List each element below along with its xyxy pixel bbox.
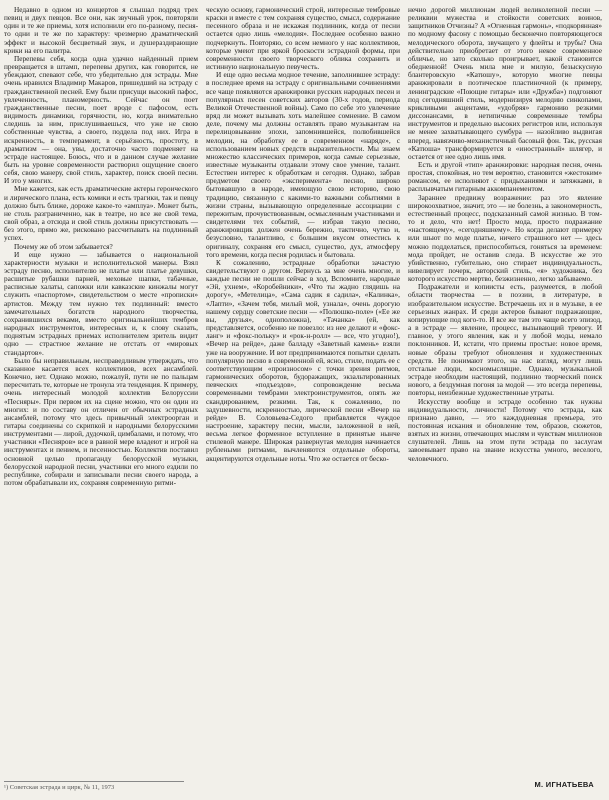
footnote: ¹) Советская эстрада и цирк, № 11, 1973 [4,784,115,791]
paragraph: Было бы неправильным, несправедливым утверждать, что сказанное касается всех коллективов, всех ансамблей. Конечно, нет. Однако можно, пожалуй, пути не по пальцам пересчитать те, которые не тронула эта тенденция. К примеру, очень интересный молодой коллектив Белоруссии «Песняры». При первом их на сцене можно, что он один из многих: и по составу он отличен от обычных эстрадных ансамблей, потому что здесь привычный электроорган и гитары соединены со скрипкой и народными белорусскими инструментами — лирой, дудочкой, цимбалами, и потому, что участники «Песняров» все в равной мере владеют и игрой на инструментах и пением, и песенностью. Коллектив поставил основной целью пропаганду белорусской музыки, белорусской народной песни, участники его много ездили по республике, собирали и записывали песни своего народа, а потом обрабатывали их, сохраняя современную ритми- [4,355,198,488]
paragraph: Зараннее предвижу возражение: раз это явление широкоохватное, значит, это — не болезнь, а закономерность, естественный процесс, подсказанный самой жизнью. В том-то и дело, что нет! Просто мода, просто подражание «настоящему», «сегодняшнему». Но когда делают примерку или шьют по моде платье, ничего страшного нет — здесь можно подделаться, приспособиться, гоняться за временем: мода пройдет, не оставив следа. В искусстве же это убийственно, губительно, оно стирает индивидуальность, нивелирует почерк, авторский стиль, «я» художника, без которого искусство мертво, безжизненно, легко забываемо. [408,192,602,284]
column-3 [408,6,602,778]
paragraph: И еще нужно — забывается о национальной характерности музыки и исполнительской манеры. Взял эстраду песню, исполнителю не платье или платье девушки, расшитые рубашки парней, меховые шапки, табачные, расписные халаты, сапожки или кавказские кинжалы могут служить «паспортом», свидетельством о месте «прописки» артистов. Между тем нужно тех подлинный: вместо замечательных богатств народного творчества, сохранившихся веками, вместо оригинальнейших тембров народных инструментов, интересных и, к слову сказать, поднятым эстрадных приемах исполнителем зритель видит одно — страстное желание не отстать от «мировых стандартов». [4,249,198,357]
magazine-page [4,6,602,794]
paragraph: Есть и другой «тип» аранжировки: народная песня, очень простая, спокойная, но тем вероятно, становится «жестоким» романсом, ее исполняют с придыханиями и затяжками, в расплывчатым гитарным аккомпанементом. [408,159,602,194]
column-2 [206,6,400,778]
paragraph: Подражатели и копиисты есть, разумеется, в любой области творчества — в поэзии, в литературе, в изобразительном искусстве. Встречаешь их и в музыке, в ее серьезных жанрах. И среди актеров бывают подражающие, копирующие под кого-то. И все же там это чаще всего эпизод, а в эстраде — явление, процесс, вызывающий тревогу. И главное, у этого явления, как и у любой моды, немало поклонников. И, кстати, что приемы простые: новое время, новые образы требуют обновления и художественных средств. Не понимают этого, на нас взгляд, могут лишь отсталые люди, косномыслящие. Однако, музыкальной эстраде необходим настоящий, подлинно творческий поиск нового, а бездумная погоня за модой — это всегда перепевы, повторы, неизбежные художественные утраты. [408,282,602,398]
paragraph: нечно дорогой миллионам людей великолепной песни — реликвии мужества и стойкости советских воинов, защитников Отчизны? А «Огненная гармонь», «подкорянная» по модному фасону с помощью бесконечно повторяющегося мелодического оборота, звучащего у флейты и трубы? Она действительно приобретает от этого некое современное обличье, но зато сколько проигрывает, какой становится обедненной! Очень мила мне и милую, безыскусную блантеровскую «Катюшу», которую многие певцы аранжировали в поэтическое пластиночной (к примеру, ленинградские «Поющие гитары» или «Дружба») подгоняют под сегодняшний стиль, модернизируя мелодию синкопами, крикливыми акцентами, «удобряя» гармонию резкими диссонансами, в нетипичные современные тембры инструментов и предельно высоких регистров или, используя не менее захватывающего сумбура — назойливо выдвигая вперед, навязчиво-механистичный басовый фон. Так, русская «Катюша» трансформируется в «иностранный» шлягер, и остается от нее одно лишь имя. [408,6,602,161]
author-signature: М. ИГНАТЬЕВА [534,780,594,789]
paragraph: Перепевы себя, когда одна удачно найденный прием превращается в штамп, перепевы других, как говорится, не убеждают, спевают себе, что убедительно для эстрады. Мне очень нравился Владимир Макаров, пришедший на эстраду с гражданственной песней. Ему были присущи высокий пафос, увлеченность, планомерность. Сейчас он поет гражданственные песни, поет вроде с пафосом, есть видимость динамики, горячности, но, когда внимательно следишь за ним, прислушиваешься, что уже не свою собственные чувства, а своего, поддела под них. Игра в искренность, в темперамент, в серьёзность, простоту, в драматизм — она, увы, достаточно часто подменяет на эстраде настоящее. Боюсь, что и в данном случае желание быть на уровне современности растворил ощущение своего себя, свою манеру, свой стиль, характер, поиск своей песни. И это у многих. [4,53,198,186]
paragraph: Мне кажется, как есть драматические актеры героического и лирического плана, есть комики и есть трагики, так и певцу должно быть ближе, дороже какое-то «амплуа». Может быть, не столь разграниченно, как в театре, но все же свой тема, свой образ, а отсюда и свой стиль должны присутствовать — без этого, прямо же, рисковано рассчитывать на подлинный успех. [4,184,198,243]
paragraph: Недавно в одном из концертов я слышал подряд трех певиц и двух певцов. Все они, как звучный урок, повторяли один и те же приемы, хотя исполнили его по-разному, песня-то одни и те же по характеру: чрезмерно драматический эффект и высокой бесцветный звук, и душераздирающие крики на его палитра. [4,6,198,55]
paragraph: ческую основу, гармонический строй, интересные тембровые краски и вместе с тем сохраняя существо, смысл, содержание песенного образа и не искажая подлинник, когда от песни остается одно лишь «мелодия». Последнее особенно важно подчеркнуть. Повторяю, со всем немного у нас коллективов, которые умеют при яркой броскости эстрадной формы, при современности своего творческого облика сохранить и истинную национальную певучесть. [206,6,400,72]
footnote-rule [4,781,184,782]
paragraph: И еще одно весьма модное течение, заполнившее эстраду: в последнее время на эстраду с оригинальными сочинениями все чаще появляются аранжировки русских народных песен и популярных песен советских авторов (30-х годов, периода Великой Отечественной войны). Само по себе это увлечение вряд ли может вызывать хоть малейшее сомнение. В самом деле, почему мы должны оставлять право музыкантам на перелицовывание эпохи, запомнившейся, полюбившейся мелодии, на обработку ее в современном «наряде», с использованием новых средств выразительности. Мы знаем множество классических примеров, когда самые серьезные, известные музыканты отдавали этому свое умение, талант. Естествен интерес к обработкам и сегодня. Однако, забрав предметом своего «эксперимента» песню, широко бытовавшую в народе, имеющую свою историю, свою традицию, связанную с какими-то важными событиями в жизни страны, вызывающую определенные ассоциации с пережитым, прочувствованным, осмысленным участниками и свидетелями тех событий, — избрав такую песню, аранжировщик должен очень бережно, тактично, чутко и, безусловно, талантливо, с большим вкусом отнестись к оригиналу, сохраняя его смысл, существо, дух, атмосферу того времени, когда песня родилась и бытовала. [206,70,400,259]
column-1 [4,6,198,778]
paragraph: К сожалению, эстрадные обработки зачастую свидетельствуют о другом. Вернусь за мне очень многие, и каждые песни не пошли сейчас в ход. Вспомните, народные «Эй, ухнем», «Коробейники», «Что ты жадно глядишь на дорогу», «Метелица», «Сама садик я садила», «Калинка», «Лапти», «Зачем тебя, милый мой, узнала», очень дорогую нашему сердцу советские песни — «Полюшко-поле» («Ее же вы, друзья», одноположна), «Тачанка» (ей, как представляется, особенно не повезло: из нее делают и «фокс-ланг» и «фокс-польку» и «рок-н-ролл» — все, что угодно!), «Вечер на рейде», даже балладу «Заветный камень» взяли уже на вооружение. И вот предпринимаются попытки сделать популярную песню в современной ей, ясно, стиле, подать ее с соответствующим «произносом» с точки зрения ритмов, гармонических оборотов, будоражащих, экзальтированных певческих «подъездов», сопровождение весьма современными тембрами электроинструментов, опять же скандированием, резкими. Так, к сожалению, по задушевности, искренностью, лирической песни «Вечер на рейде» В. Соловьева-Седого прибавляется чуждое настроение, характеру песни, мысли, заложенной в ней, весьма легкое форменное вступление в принятые нынче стилевой манере. Широкая развернутая мелодия начинается рублеными ритмами, вычленяются отдельные обороты, акцентируются отдельные ноты. Что же остается от беско- [206,257,400,463]
article-columns [4,6,602,778]
paragraph: Искусству вообще и эстраде особенно так нужны индивидуальности, личности! Потому что эстрада, как признано давно, — это каждодневная премьера, это постоянная искания и обновление тем, образов, сюжетов, взятых из жизни, отвечающих мыслям и чувствам миллионов слушателей. Лишь на этом пути эстрада по заслугам завоевывает право на звание искусства умного, веселого, человечного. [408,396,602,463]
paragraph: Почему же об этом забывается? [14,241,113,251]
